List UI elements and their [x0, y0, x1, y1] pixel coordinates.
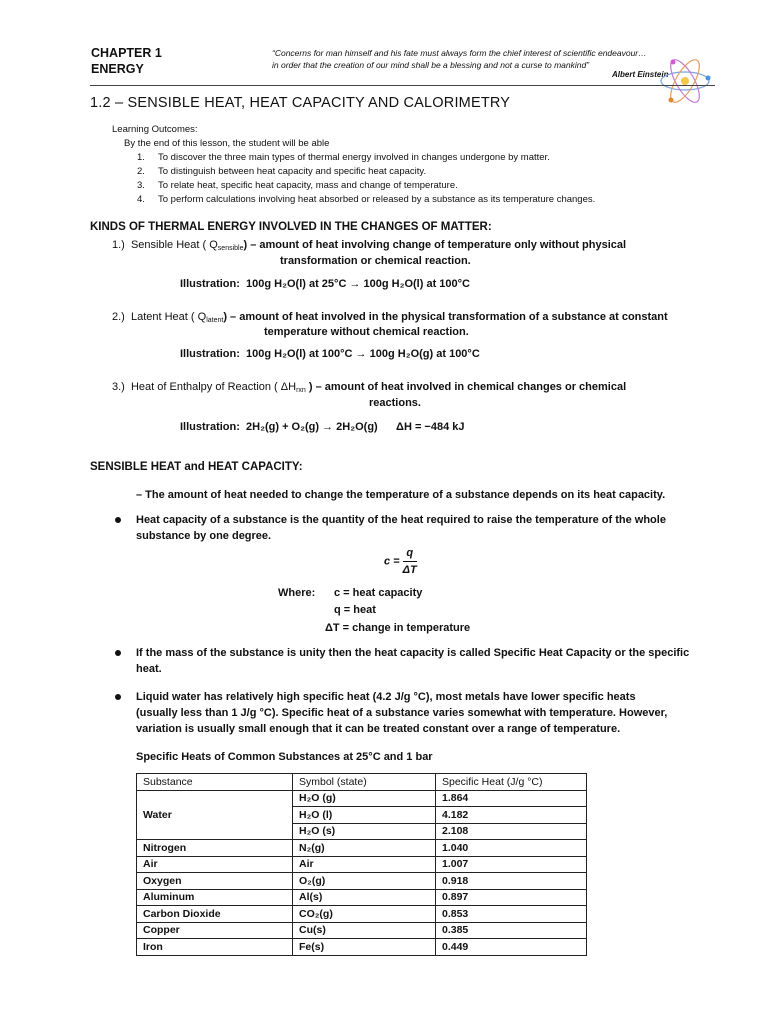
bullet-line: substance by one degree.: [136, 530, 272, 542]
where-item-q: q = heat: [334, 604, 376, 616]
value-cell: 0.385: [436, 922, 587, 939]
chapter-heading: [91, 45, 162, 77]
item-text: To discover the three main types of thermal energy involved in changes undergone by matter.: [158, 152, 550, 163]
formula-lhs: c =: [384, 555, 400, 568]
quote-line-2: in order that the creation of our mind shall be a blessing and not a curse to mankind”: [272, 60, 590, 70]
table-row: [137, 939, 587, 956]
definition: ) – amount of heat involved in the physical transformation of a substance at constant: [223, 311, 668, 323]
item-text: To relate heat, specific heat capacity, mass and change of temperature.: [158, 180, 458, 191]
definition-continued: transformation or chemical reaction.: [280, 255, 471, 267]
value-cell: 1.040: [436, 840, 587, 857]
header-rule: [90, 85, 715, 86]
substance-cell: Nitrogen: [137, 840, 293, 857]
formula-fraction: [403, 545, 417, 578]
heat-capacity-formula: [384, 545, 417, 578]
list-item: [137, 193, 595, 207]
illustration-label: Illustration:: [180, 278, 240, 290]
value-cell: 0.897: [436, 889, 587, 906]
sensible-lead: – The amount of heat needed to change the temperature of a substance depends on its heat capacity.: [136, 489, 666, 501]
illustration-1: [180, 276, 470, 292]
bullet-specific-heat: [136, 645, 736, 677]
enthalpy-value: ΔH = −484 kJ: [396, 421, 465, 433]
symbol-cell: CO₂(g): [293, 906, 436, 923]
learning-outcomes-intro: By the end of this lesson, the student will be able: [124, 138, 330, 149]
bullet-water-specific-heat: [136, 689, 736, 737]
item-number: 3.): [112, 381, 125, 393]
value-cell: 0.918: [436, 873, 587, 890]
symbol-cell: Al(s): [293, 889, 436, 906]
where-item-c: c = heat capacity: [334, 587, 423, 599]
illustration-equation: 100g H₂O(l) at 100°C → 100g H₂O(g) at 100°C: [246, 348, 480, 360]
symbol-cell: H₂O (s): [293, 823, 436, 840]
illustration-equation: 2H₂(g) + O₂(g) → 2H₂O(g): [246, 421, 378, 433]
bullet-icon: [115, 694, 121, 700]
table-row: [137, 873, 587, 890]
item-number: 3.: [137, 180, 145, 191]
item-number: 1.: [137, 152, 145, 163]
column-header: Symbol (state): [293, 774, 436, 791]
illustration-label: Illustration:: [180, 348, 240, 360]
bullet-line: (usually less than 1 J/g °C). Specific heat of a substance varies somewhat with temperature. However,: [136, 707, 668, 719]
column-header: Specific Heat (J/g °C): [436, 774, 587, 791]
quote-line-1: “Concerns for man himself and his fate must always form the chief interest of scientific endeavour…: [272, 48, 647, 58]
table-row: [137, 840, 587, 857]
symbol-cell: Fe(s): [293, 939, 436, 956]
column-header: Substance: [137, 774, 293, 791]
illustration-2: [180, 346, 480, 362]
term: Heat of Enthalpy of Reaction ( ΔH: [130, 381, 297, 393]
bullet-line: Heat capacity of a substance is the quantity of the heat required to raise the temperature of the whole: [136, 514, 666, 526]
item-text: To distinguish between heat capacity and specific heat capacity.: [158, 166, 427, 177]
symbol-cell: Air: [293, 856, 436, 873]
sensible-heading: SENSIBLE HEAT and HEAT CAPACITY:: [90, 461, 303, 473]
substance-cell: Iron: [137, 939, 293, 956]
illustration-3: [180, 419, 465, 435]
epigraph-quote: [272, 47, 672, 71]
value-cell: 1.007: [436, 856, 587, 873]
table-caption: Specific Heats of Common Substances at 25°C and 1 bar: [136, 751, 433, 763]
substance-cell: Oxygen: [137, 873, 293, 890]
where-item-dt: ΔT = change in temperature: [325, 622, 471, 634]
value-cell: 2.108: [436, 823, 587, 840]
value-cell: 0.853: [436, 906, 587, 923]
term: Latent Heat ( Q: [130, 311, 207, 323]
formula-numerator: q: [403, 545, 417, 562]
symbol-cell: N₂(g): [293, 840, 436, 857]
substance-cell: Air: [137, 856, 293, 873]
value-cell: 4.182: [436, 807, 587, 824]
table-row: [137, 856, 587, 873]
illustration-equation: 100g H₂O(l) at 25°C → 100g H₂O(l) at 100°C: [246, 278, 470, 290]
item-text: To perform calculations involving heat absorbed or released by a substance as its temperature changes.: [158, 194, 596, 205]
substance-cell: Water: [137, 790, 293, 840]
definition-continued: temperature without chemical reaction.: [264, 326, 469, 338]
bullet-line: Liquid water has relatively high specific heat (4.2 J/g °C), most metals have lower specific heats: [136, 691, 636, 703]
table-row: [137, 906, 587, 923]
definition: ) – amount of heat involved in chemical changes or chemical: [305, 381, 627, 393]
symbol-cell: Cu(s): [293, 922, 436, 939]
table-header-row: [137, 774, 587, 791]
value-cell: 1.864: [436, 790, 587, 807]
bullet-icon: [115, 650, 121, 656]
bullet-line: heat.: [136, 663, 162, 675]
illustration-label: Illustration:: [180, 421, 240, 433]
learning-outcomes-list: [137, 151, 595, 207]
item-number: 2.: [137, 166, 145, 177]
term-subscript: sensible: [217, 245, 244, 252]
learning-outcomes-heading: Learning Outcomes:: [112, 124, 198, 135]
item-number: 1.): [112, 239, 125, 251]
chapter-subject: ENERGY: [91, 62, 144, 76]
substance-cell: Aluminum: [137, 889, 293, 906]
symbol-cell: H₂O (g): [293, 790, 436, 807]
bullet-heat-capacity: [136, 512, 736, 544]
table-row: [137, 889, 587, 906]
symbol-cell: O₂(g): [293, 873, 436, 890]
specific-heat-table: [136, 773, 587, 956]
kinds-heading: KINDS OF THERMAL ENERGY INVOLVED IN THE CHANGES OF MATTER:: [90, 221, 492, 233]
chapter-number: CHAPTER 1: [91, 46, 162, 60]
substance-cell: Copper: [137, 922, 293, 939]
bullet-line: If the mass of the substance is unity then the heat capacity is called Specific Heat Capacity or the specific: [136, 647, 690, 659]
table-row: [137, 922, 587, 939]
value-cell: 0.449: [436, 939, 587, 956]
formula-denominator: ΔT: [402, 564, 417, 576]
where-label: Where:: [278, 587, 316, 599]
list-item: [137, 165, 595, 179]
table-row: [137, 790, 587, 807]
substance-cell: Carbon Dioxide: [137, 906, 293, 923]
definition: ) – amount of heat involving change of temperature only without physical: [243, 239, 627, 251]
term-subscript: latent: [206, 317, 224, 324]
symbol-cell: H₂O (l): [293, 807, 436, 824]
list-item: [137, 151, 595, 165]
atom-icon: [655, 56, 715, 106]
bullet-line: variation is usually small enough that it can be treated constant over a range of temperature.: [136, 723, 621, 735]
definition-continued: reactions.: [369, 397, 421, 409]
bullet-icon: [115, 517, 121, 523]
item-number: 4.: [137, 194, 145, 205]
list-item: [137, 179, 595, 193]
page-title: 1.2 – SENSIBLE HEAT, HEAT CAPACITY AND CALORIMETRY: [90, 95, 511, 111]
item-number: 2.): [112, 311, 125, 323]
quote-author: Albert Einstein: [612, 70, 669, 79]
term-subscript: rxn: [296, 387, 306, 394]
term: Sensible Heat ( Q: [130, 239, 218, 251]
